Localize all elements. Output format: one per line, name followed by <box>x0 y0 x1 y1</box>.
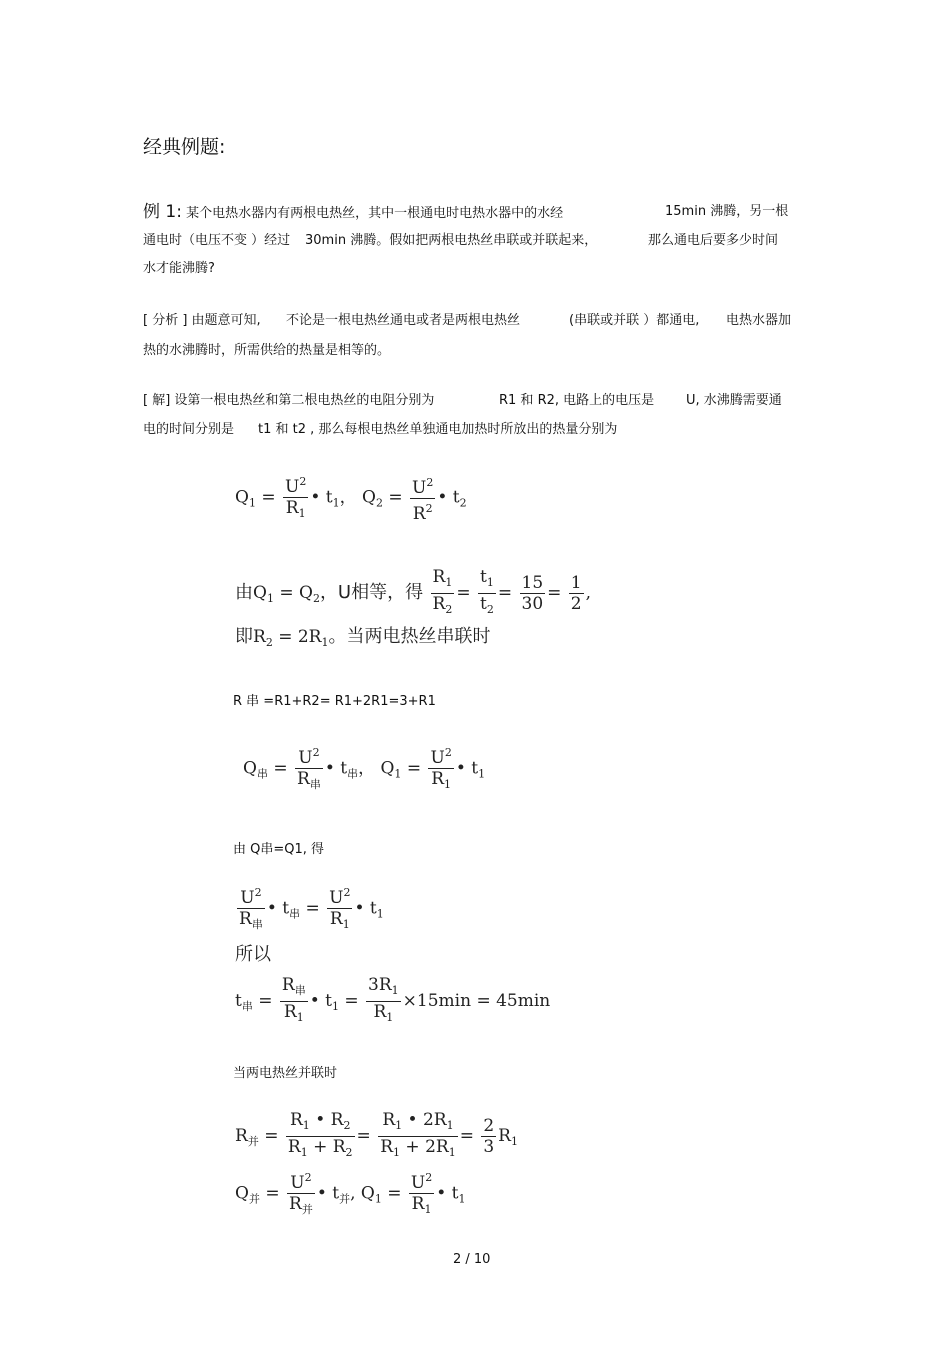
formula-heat-series: $Q_串$ = $\frac{U^2}{R_串}$ • $t_串$， $Q_1$ = $\frac{U^2}{R_1}$ • $t_1$ <box>243 743 485 795</box>
example-text-3: 水才能沸腾? <box>143 261 215 276</box>
analysis-text-1c: (串联或并联 ）都通电, <box>569 313 700 328</box>
analysis-text-1a: [ 分析 ] 由题意可知, <box>143 313 261 328</box>
solution-text-2b: t1 和 t2 , 那么每根电热丝单独通电加热时所放出的热量分别为 <box>258 422 618 437</box>
series-resistance-text: R 串 =R1+R2= R1+2R1=3+R1 <box>233 694 436 709</box>
page-number: 2 / 10 <box>453 1252 491 1267</box>
analysis-text-1b: 不论是一根电热丝通电或者是两根电热丝 <box>286 313 521 328</box>
example-text-2a: 通电时（电压不变 ）经过 <box>143 233 291 248</box>
so-text: 所以 <box>235 944 271 965</box>
parallel-text: 当两电热丝并联时 <box>233 1066 338 1081</box>
analysis-text-2: 热的水沸腾时，所需供给的热量是相等的。 <box>143 343 391 358</box>
solution-text-2a: 电的时间分别是 <box>143 422 235 437</box>
formula-heat-parallel: $Q_并$ = $\frac{U^2}{R_并}$ • $t_并$, $Q_1$ = $\frac{U^2}{R_1}$ • $t_1$ <box>235 1168 465 1220</box>
formula-ratio: 由$Q_1 = Q_2$，U相等，得 $\frac{R_1}{R_2}$ = $\frac{t_1}{t_2}$ = $\frac{15}{30}$ = $\frac{1}{2}$ , <box>235 567 592 616</box>
formula-series-equality: $\frac{U^2}{R_串}$ • $t_串$ = $\frac{U^2}{R_1}$ • $t_1$ <box>235 883 384 935</box>
formula-parallel-resistance: $R_并$ = $\frac{R_1 • R_2}{R_1 + R_2}$ = $\frac{R_1 • 2R_1}{R_1 + 2R_1}$ = $\frac{2}{3}$ $R_1$ <box>235 1110 518 1159</box>
series-equal-text: 由 Q串=Q1, 得 <box>233 842 325 857</box>
formula-heat-single: $Q_1$ = $\frac{U^2}{R_1}$ • $t_1$， $Q_2$ = $\frac{U^2}{R^2}$ • $t_2$ <box>235 472 467 524</box>
formula-r2-relation: 即$R_2 = 2R_1$。当两电热丝串联时 <box>235 626 491 649</box>
example-lead: 例 1: <box>143 202 182 222</box>
example-text-1a: 某个电热水器内有两根电热丝，其中一根通电时电热水器中的水经 <box>186 206 564 221</box>
example-text-2c: 那么通电后要多少时间 <box>648 233 779 248</box>
solution-text-1c: U, 水沸腾需要通 <box>686 393 782 408</box>
example-line-1 <box>143 197 563 222</box>
analysis-text-1d: 电热水器加 <box>726 313 792 328</box>
example-text-1b: 15min 沸腾，另一根 <box>665 204 789 219</box>
solution-text-1b: R1 和 R2, 电路上的电压是 <box>499 393 655 408</box>
page-title: 经典例题: <box>143 136 226 158</box>
example-text-2b: 30min 沸腾。假如把两根电热丝串联或并联起来， <box>305 233 598 248</box>
formula-series-time: $t_串$ = $\frac{R_串}{R_1}$ • $t_1$ = $\frac{3R_1}{R_1}$ ×15min = 45min <box>235 975 551 1024</box>
solution-text-1a: [ 解] 设第一根电热丝和第二根电热丝的电阻分别为 <box>143 393 435 408</box>
